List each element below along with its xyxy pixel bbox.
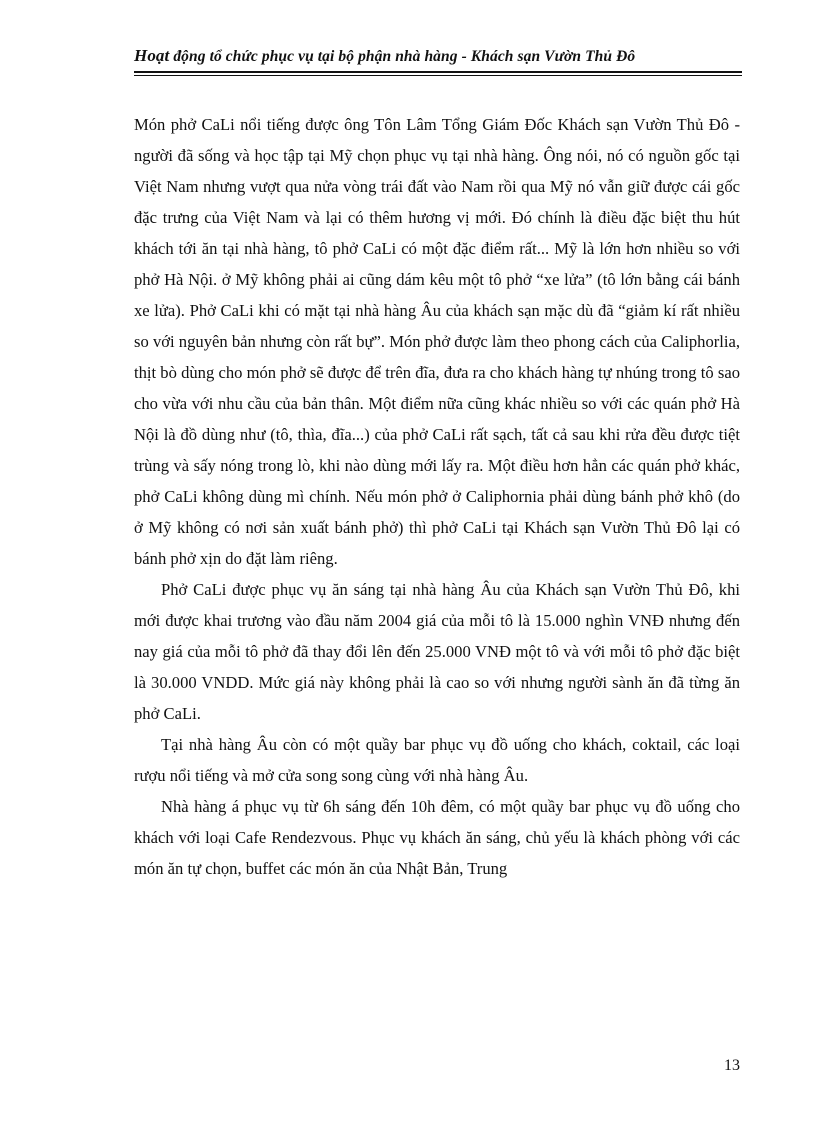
paragraph-1: Món phở CaLi nổi tiếng được ông Tôn Lâm Tổng Giám Đốc Khách sạn Vườn Thủ Đô - người đã sống và học tập tại Mỹ chọn phục vụ tại nhà hàng. Ông nói, nó có nguồn gốc tại Việt Nam nhưng vượt qua nửa vòng trái đất vào Nam rồi qua Mỹ nó vẫn giữ được cái gốc đặc trưng của Việt Nam và lại có thêm hương vị mới. Đó chính là điều đặc biệt thu hút khách tới ăn tại nhà hàng, tô phở CaLi có một đặc điểm rất... Mỹ là lớn hơn nhiều so với phở Hà Nội. ở Mỹ không phải ai cũng dám kêu một tô phở “xe lửa” (tô lớn bằng cái bánh xe lửa). Phở CaLi khi có mặt tại nhà hàng Âu của khách sạn mặc dù đã “giảm kí rất nhiều so với nguyên bản nhưng còn rất bự”. Món phở được làm theo phong cách của Caliphorlia, thịt bò dùng cho món phở sẽ được để trên đĩa, đưa ra cho khách hàng tự nhúng trong tô sao cho vừa với nhu cầu của bản thân. Một điểm nữa cũng khác nhiều so với các quán phở Hà Nội là đồ dùng như (tô, thìa, đĩa...) của phở CaLi rất sạch, tất cả sau khi rửa đều được tiệt trùng và sấy nóng trong lò, khi nào dùng mới lấy ra. Một điều hơn hẳn các quán phở khác, phở CaLi không dùng mì chính. Nếu món phở ở Caliphornia phải dùng bánh phở khô (do ở Mỹ không có nơi sản xuất bánh phở) thì phở CaLi tại Khách sạn Vườn Thủ Đô lại có bánh phở xịn do đặt làm riêng. xyxy=(134,115,740,568)
page-header xyxy=(134,46,740,66)
paragraph-2: Phở CaLi được phục vụ ăn sáng tại nhà hàng Âu của Khách sạn Vườn Thủ Đô, khi mới được khai trương vào đầu năm 2004 giá của mỗi tô là 15.000 nghìn VNĐ nhưng đến nay giá của mỗi tô phở đã thay đổi lên đến 25.000 VNĐ một tô và với mỗi tô phở đặc biệt là 30.000 VNDD. Mức giá này không phải là cao so với nhưng người sành ăn đã từng ăn phở CaLi. xyxy=(134,580,740,723)
header-rule-thin xyxy=(134,75,742,76)
body-text xyxy=(134,109,740,884)
header-title-lead: Hoạt xyxy=(134,46,170,65)
page-number: 13 xyxy=(724,1057,740,1074)
header-rule-thick xyxy=(134,71,742,73)
paragraph-3: Tại nhà hàng Âu còn có một quầy bar phục vụ đồ uống cho khách, coktail, các loại rượu nổi tiếng và mở cửa song song cùng với nhà hàng Âu. xyxy=(134,735,740,785)
paragraph-4: Nhà hàng á phục vụ từ 6h sáng đến 10h đêm, có một quầy bar phục vụ đồ uống cho khách với loại Cafe Rendezvous. Phục vụ khách ăn sáng, chủ yếu là khách phòng với các món ăn tự chọn, buffet các món ăn của Nhật Bản, Trung xyxy=(134,797,740,878)
header-title-rest: động tổ chức phục vụ tại bộ phận nhà hàng - Khách sạn Vườn Thủ Đô xyxy=(169,48,636,65)
